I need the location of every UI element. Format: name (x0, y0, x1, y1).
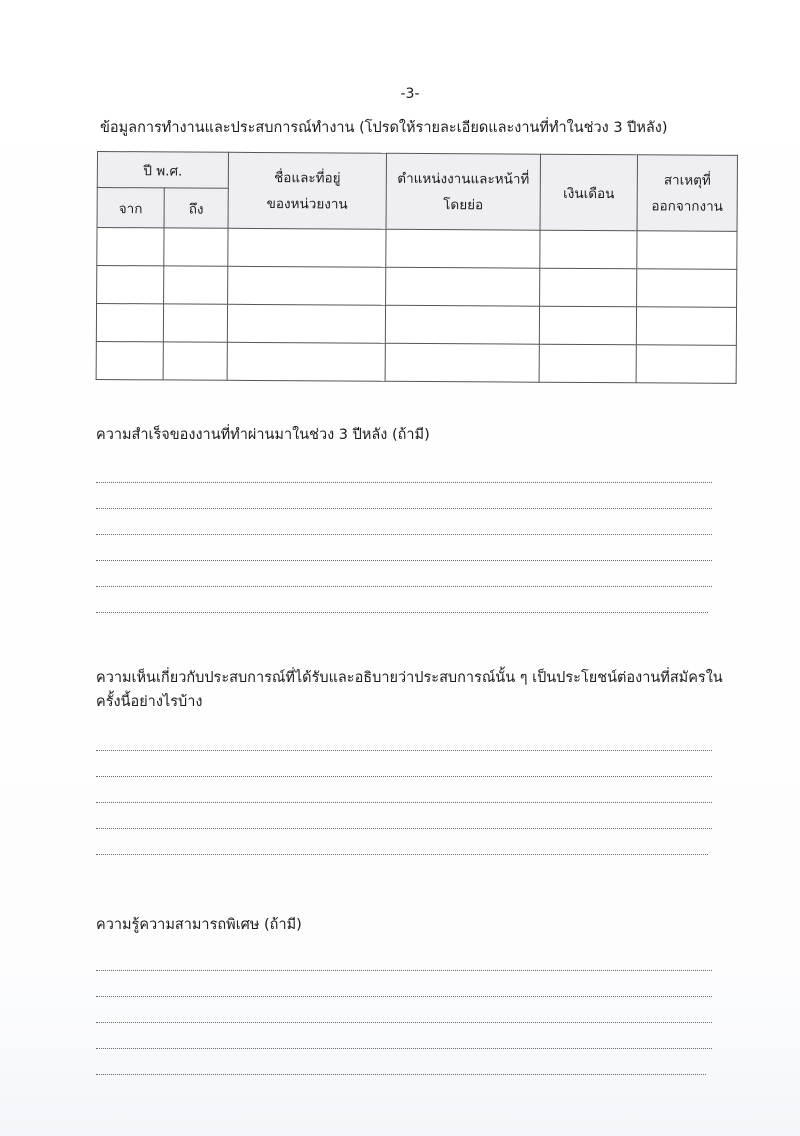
cell-salary[interactable] (540, 268, 637, 307)
header-organization-line1: ชื่อและที่อยู่ (274, 169, 341, 186)
header-leave-reason-line1: สาเหตุที่ (663, 171, 711, 189)
work-experience-table (96, 151, 738, 384)
answer-line[interactable] (96, 1049, 706, 1075)
header-year: ปี พ.ศ. (97, 152, 228, 189)
answer-line[interactable] (96, 509, 712, 535)
cell-leave-reason[interactable] (637, 269, 737, 308)
answer-line[interactable] (96, 457, 712, 483)
cell-organization[interactable] (228, 228, 386, 267)
cell-organization[interactable] (227, 342, 385, 381)
answer-line[interactable] (96, 829, 708, 855)
answer-line[interactable] (96, 725, 712, 751)
answer-line[interactable] (96, 535, 712, 561)
answer-line[interactable] (96, 971, 712, 997)
experience-opinion-title-line1: ความเห็นเกี่ยวกับประสบการณ์ที่ได้รับและอธิบายว่าประสบการณ์นั้น ๆ เป็นประโยชน์ต่องานที่สมัครใน (96, 670, 723, 686)
cell-organization[interactable] (227, 304, 385, 343)
answer-line[interactable] (96, 803, 712, 829)
cell-leave-reason[interactable] (637, 231, 737, 270)
table-row (97, 266, 737, 308)
table-row (96, 341, 736, 383)
cell-position[interactable] (386, 267, 540, 306)
special-skills-title: ความรู้ความสามารถพิเศษ (ถ้ามี) (96, 917, 302, 933)
table-row (96, 304, 736, 346)
answer-line[interactable] (96, 587, 708, 613)
cell-salary[interactable] (539, 306, 636, 345)
cell-organization[interactable] (228, 266, 386, 305)
answer-line[interactable] (96, 945, 712, 971)
header-organization-line2: ของหน่วยงาน (266, 195, 348, 213)
answer-line[interactable] (96, 1023, 712, 1049)
header-from: จาก (97, 188, 164, 228)
achievements-title: ความสำเร็จของงานที่ทำผ่านมาในช่วง 3 ปีหลัง (ถ้ามี) (96, 427, 430, 443)
header-to: ถึง (164, 188, 228, 228)
cell-to[interactable] (164, 228, 228, 266)
table-row (97, 228, 737, 270)
cell-from[interactable] (97, 228, 164, 266)
answer-line[interactable] (96, 997, 712, 1023)
header-position-line2: โดยย่อ (443, 196, 484, 213)
cell-to[interactable] (163, 304, 227, 342)
cell-salary[interactable] (539, 344, 636, 383)
cell-from[interactable] (96, 304, 163, 342)
cell-leave-reason[interactable] (636, 307, 736, 346)
cell-position[interactable] (385, 343, 539, 382)
cell-leave-reason[interactable] (636, 345, 736, 384)
page-number: -3- (400, 86, 420, 102)
cell-position[interactable] (386, 229, 540, 268)
header-leave-reason-line2: ออกจากงาน (651, 197, 723, 215)
experience-opinion-title-line2: ครั้งนี้อย่างไรบ้าง (96, 694, 203, 710)
answer-line[interactable] (96, 483, 712, 509)
experience-opinion-answer-lines (96, 725, 712, 855)
achievements-answer-lines (96, 457, 712, 613)
experience-opinion-title (96, 666, 736, 714)
header-leave-reason (637, 155, 737, 232)
cell-to[interactable] (164, 266, 228, 304)
cell-position[interactable] (385, 305, 539, 344)
special-skills-answer-lines (96, 945, 712, 1075)
cell-to[interactable] (163, 342, 227, 380)
header-position-line1: ตำแหน่งงานและหน้าที่ (397, 170, 530, 188)
answer-line[interactable] (96, 777, 712, 803)
header-position (386, 153, 540, 230)
header-salary: เงินเดือน (540, 154, 637, 231)
header-organization (228, 152, 386, 229)
answer-line[interactable] (96, 751, 712, 777)
cell-from[interactable] (97, 266, 164, 304)
cell-from[interactable] (96, 341, 163, 379)
cell-salary[interactable] (540, 230, 637, 269)
work-experience-title: ข้อมูลการทำงานและประสบการณ์ทำงาน (โปรดให้รายละเอียดและงานที่ทำในช่วง 3 ปีหลัง) (100, 120, 668, 136)
answer-line[interactable] (96, 561, 712, 587)
